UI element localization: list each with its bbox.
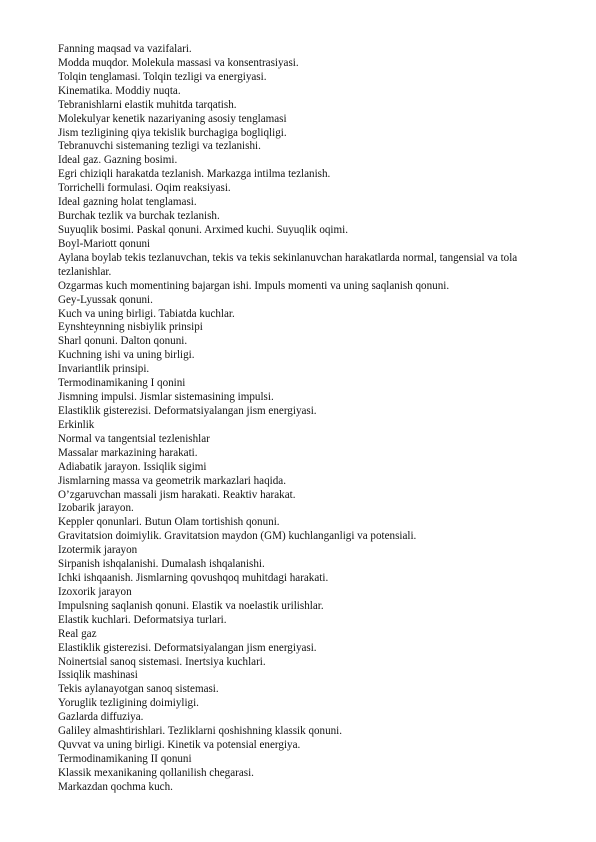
topic-line: Real gaz: [58, 627, 97, 640]
topic-line: Noinertsial sanoq sistemasi. Inertsiya kuchlari.: [58, 655, 266, 668]
topic-line: Sirpanish ishqalanishi. Dumalash ishqalanishi.: [58, 558, 265, 571]
topic-line: Ideal gazning holat tenglamasi.: [58, 196, 197, 209]
topic-line: Molekulyar kenetik nazariyaning asosiy tenglamasi: [58, 112, 287, 125]
topic-line: Gey-Lyussak qonuni.: [58, 293, 153, 306]
topic-line: Tekis aylanayotgan sanoq sistemasi.: [58, 683, 219, 696]
topic-line: Invariantlik prinsipi.: [58, 363, 150, 376]
topic-line: Erkinlik: [58, 418, 95, 431]
topic-line: Termodinamikaning II qonuni: [58, 753, 192, 766]
topic-line: Gravitatsion doimiylik. Gravitatsion maydon (GM) kuchlanganligi va potensiali.: [58, 530, 417, 543]
topic-line: Sharl qonuni. Dalton qonuni.: [58, 335, 188, 348]
topic-line: Elastik kuchlari. Deformatsiya turlari.: [58, 613, 227, 626]
topic-line: Yoruglik tezligining doimiyligi.: [58, 697, 199, 710]
topic-line: Tebranuvchi sistemaning tezligi va tezlanishi.: [58, 140, 261, 153]
topic-line: Kuchning ishi va uning birligi.: [58, 349, 195, 362]
topic-line: Jism tezligining qiya tekislik burchagiga bogliqligi.: [58, 126, 287, 139]
topic-line: Izotermik jarayon: [58, 544, 138, 557]
topic-line: Egri chiziqli harakatda tezlanish. Markazga intilma tezlanish.: [58, 168, 331, 181]
topic-line: Torrichelli formulasi. Oqim reaksiyasi.: [58, 182, 231, 195]
topic-line: Modda muqdor. Molekula massasi va konsentrasiyasi.: [58, 56, 299, 69]
topic-line: Tolqin tenglamasi. Tolqin tezligi va energiyasi.: [58, 70, 267, 83]
topic-line: Suyuqlik bosimi. Paskal qonuni. Arximed kuchi. Suyuqlik oqimi.: [58, 223, 348, 236]
document-page: [58, 43, 542, 795]
topic-line: Massalar markazining harakati.: [58, 446, 198, 459]
topic-line: O’zgaruvchan massali jism harakati. Reaktiv harakat.: [58, 488, 296, 501]
topic-line: Burchak tezlik va burchak tezlanish.: [58, 210, 220, 223]
topic-line: Markazdan qochma kuch.: [58, 780, 173, 793]
topic-line: Jismlarning massa va geometrik markazlari haqida.: [58, 474, 286, 487]
topic-line: Adiabatik jarayon. Issiqlik sigimi: [58, 460, 207, 473]
topic-line: Aylana boylab tekis tezlanuvchan, tekis va tekis sekinlanuvchan harakatlarda normal, tangensial va tola tezlanishlar.: [58, 251, 518, 278]
topic-line: Issiqlik mashinasi: [58, 669, 138, 682]
topic-line: Fanning maqsad va vazifalari.: [58, 43, 192, 55]
topic-line: Izoxorik jarayon: [58, 585, 132, 598]
topic-line: Termodinamikaning I qonini: [58, 377, 186, 390]
topic-line: Ideal gaz. Gazning bosimi.: [58, 154, 178, 167]
topic-line: Klassik mexanikaning qollanilish chegarasi.: [58, 766, 254, 779]
topic-line: Quvvat va uning birligi. Kinetik va potensial energiya.: [58, 739, 301, 752]
topic-line: Izobarik jarayon.: [58, 502, 134, 515]
topic-line: Galiley almashtirishlari. Tezliklarni qoshishning klassik qonuni.: [58, 725, 343, 738]
topic-line: Tebranishlarni elastik muhitda tarqatish.: [58, 98, 237, 111]
topic-line: Boyl-Mariott qonuni: [58, 237, 151, 250]
topic-line: Ozgarmas kuch momentining bajargan ishi. Impuls momenti va uning saqlanish qonuni.: [58, 279, 450, 292]
topic-line: Impulsning saqlanish qonuni. Elastik va noelastik urilishlar.: [58, 599, 324, 612]
topic-line: Gazlarda diffuziya.: [58, 711, 144, 724]
topic-line: Ichki ishqaanish. Jismlarning qovushqoq muhitdagi harakati.: [58, 572, 329, 585]
topic-line: Elastiklik gisterezisi. Deformatsiyalangan jism energiyasi.: [58, 404, 317, 417]
topic-line: Elastiklik gisterezisi. Deformatsiyalangan jism energiyasi.: [58, 641, 317, 654]
topic-line: Eynshteynning nisbiylik prinsipi: [58, 321, 203, 334]
topic-line: Keppler qonunlari. Butun Olam tortishish qonuni.: [58, 516, 280, 529]
topic-line: Jismning impulsi. Jismlar sistemasining impulsi.: [58, 391, 274, 404]
topic-line: Kuch va uning birligi. Tabiatda kuchlar.: [58, 307, 235, 320]
topic-line: Kinematika. Moddiy nuqta.: [58, 84, 181, 97]
topic-line: Normal va tangentsial tezlenishlar: [58, 432, 210, 445]
